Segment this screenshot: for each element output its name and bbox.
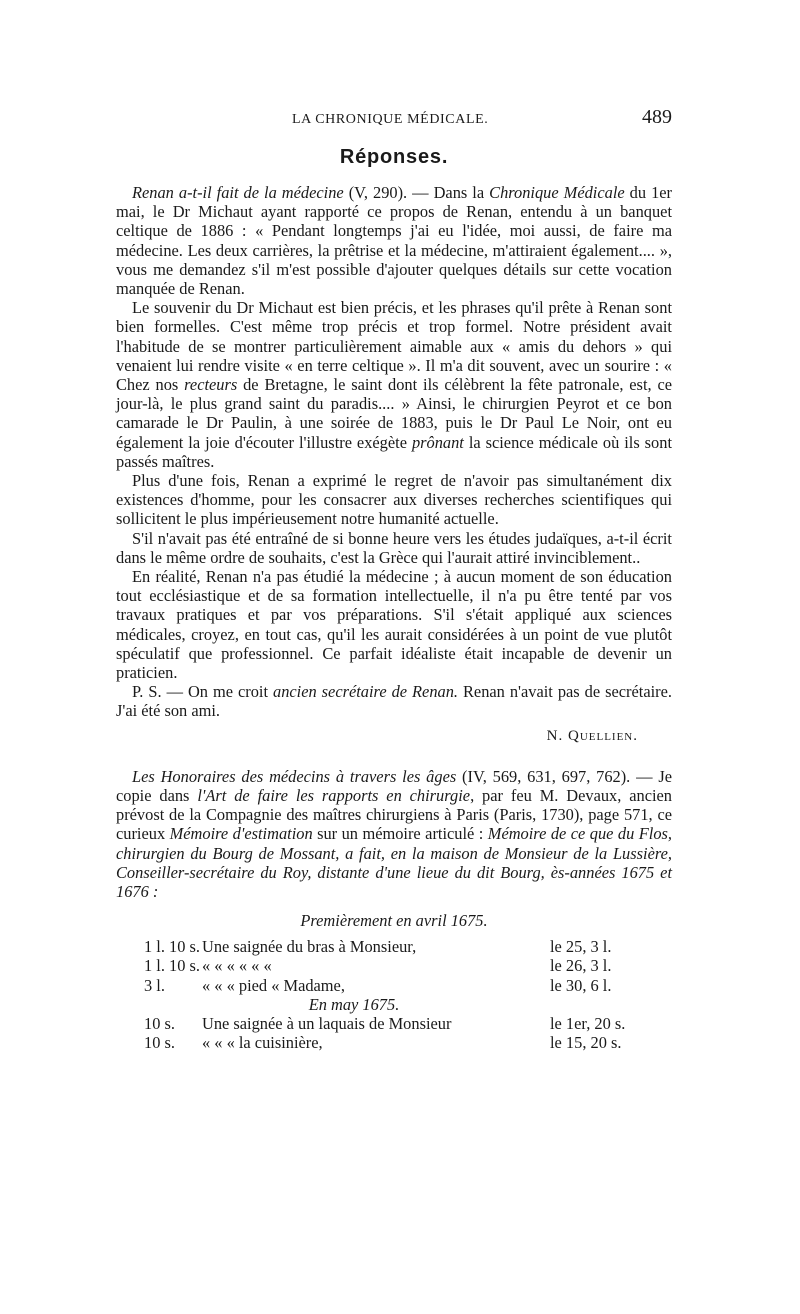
ledger-date: le 26, 3 l. bbox=[550, 956, 612, 976]
ledger-desc: Une saignée à un laquais de Monsieur bbox=[202, 1013, 452, 1033]
postscript bbox=[116, 682, 672, 720]
journal-name: Chronique Médicale bbox=[489, 183, 625, 202]
memoire-quote: Mémoire de ce que du Flos, chirurgien du Bourg de Mossant, a fait, en la maison de Monsieur de la Lussière, Conseiller-secrétaire du Roy, distante d'une lieue du dit Bourg, ès-années 1675 et 1676 : bbox=[116, 824, 672, 901]
ledger-amount: 1 l. 10 s. bbox=[144, 937, 201, 957]
ledger-desc: « « « pied « Madame, bbox=[202, 975, 345, 995]
ledger-desc: « « « la cuisinière, bbox=[202, 1033, 323, 1053]
paragraph bbox=[116, 298, 672, 471]
ledger-row bbox=[144, 976, 672, 995]
signature-name: Quellien. bbox=[567, 727, 638, 744]
running-title: LA CHRONIQUE MÉDICALE. bbox=[292, 112, 489, 127]
paragraph: Plus d'une fois, Renan a exprimé le regret de n'avoir pas simultanément dix existences d'homme, pour les consacrer aux diverses recherches scientifiques qui sollicitent le plus impérieusement notre humanité actuelle. bbox=[116, 471, 672, 529]
text-span: Le souvenir du Dr Michaut est bien précis, et les phrases qu'il prête à Renan sont bien formelles. C'est même trop précis et trop formel. Notre président avait l'habitude de se montrer particulièrement aimable aux « amis du dehors » qui venaient lui rendre visite « en terre celtique ». Il m'a dit souvent, avec un sourire : « Chez nos bbox=[116, 298, 672, 395]
ledger-desc: « « « « « « bbox=[202, 956, 272, 976]
ledger-heading: Premièrement en avril 1675. bbox=[300, 911, 488, 931]
italic-text: Mémoire d'estimation bbox=[169, 824, 313, 844]
page-number: 489 bbox=[642, 106, 672, 128]
ledger-date: le 15, 20 s. bbox=[550, 1033, 622, 1053]
ledger-amount: 3 l. bbox=[144, 975, 165, 995]
text-span: la science médicale où ils sont passés maîtres. bbox=[116, 432, 672, 471]
ledger-row bbox=[144, 1033, 672, 1052]
article-honoraires bbox=[116, 767, 672, 1053]
ledger-amount: 10 s. bbox=[144, 1013, 175, 1033]
page bbox=[116, 104, 672, 1052]
ledger-subheading-row bbox=[144, 995, 672, 1014]
running-head bbox=[116, 104, 672, 132]
signature bbox=[116, 725, 638, 747]
book-title: l'Art de faire les rapports en chirurgie bbox=[197, 785, 471, 805]
paragraph bbox=[116, 183, 672, 298]
signature-initial: N. bbox=[546, 727, 568, 744]
text-span: de Bretagne, le saint dont ils célèbrent la fête patronale, est, ce jour-là, le plus grand saint du paradis.... » Ainsi, le chirurgien Peyrot et ce bon camarade le Dr Paulin, à une soirée de 1883, puis le Dr Paul Le Noir, ont eu également la joie d'écouter l'illustre exégète bbox=[116, 375, 672, 452]
ledger bbox=[144, 937, 672, 1052]
section-title: Réponses. bbox=[339, 146, 449, 168]
text-span: (IV, 569, 631, 697, 762). — Je copie dans bbox=[116, 766, 672, 805]
article-renan bbox=[116, 183, 672, 747]
text-span: (V, 290). — Dans la bbox=[343, 183, 490, 202]
ledger-date: le 30, 6 l. bbox=[550, 975, 612, 995]
ledger-desc: Une saignée du bras à Monsieur, bbox=[202, 937, 417, 957]
ledger-row bbox=[144, 956, 672, 975]
text-span: Renan n'avait pas de secrétaire. J'ai été son ami. bbox=[116, 682, 672, 721]
text-span: P. S. — On me croit bbox=[132, 682, 273, 702]
ledger-amount: 1 l. 10 s. bbox=[144, 956, 201, 976]
ledger-date: le 25, 3 l. bbox=[550, 937, 612, 957]
text-span: du 1er mai, le Dr Michaut ayant rapporté ce propos de Renan, entendu à un banquet celtique de 1886 : « Pendant longtemps j'ai eu l'idée, moi aussi, de faire ma médecine. Les deux carrières, la prêtrise et la médecine, m'attiraient également.... », vous me demandez s'il m'est possible d'ajouter quelques détails sur cette vocation manquée de Renan. bbox=[116, 183, 673, 299]
italic-text: ancien secrétaire de Renan. bbox=[273, 682, 459, 702]
paragraph: S'il n'avait pas été entraîné de si bonne heure vers les études judaïques, a-t-il écrit dans le même ordre de souhaits, c'est la Grèce qui l'aurait attiré invinciblement.. bbox=[116, 528, 672, 567]
paragraph: En réalité, Renan n'a pas étudié la médecine ; à aucun moment de son éducation tout ecclésiastique et de sa formation intellectuelle, il n'a pu être tenté par vos travaux pratiques et par vos préparations. S'il s'était appliqué aux sciences médicales, croyez, en tout cas, qu'il les aurait considérées à un point de vue plutôt spéculatif que professionnel. Ce parfait idéaliste était incapable de devenir un praticien. bbox=[116, 567, 672, 683]
italic-text: prônant bbox=[411, 432, 464, 452]
article-title: Renan a-t-il fait de la médecine bbox=[132, 183, 344, 202]
text-span: , par feu M. Devaux, ancien prévost de la Compagnie des maîtres chirurgiens à Paris (Paris, 1730), page 571, ce curieux bbox=[116, 785, 672, 844]
ledger-subheading: En may 1675. bbox=[308, 994, 400, 1014]
text-span: sur un mémoire articulé : bbox=[312, 824, 488, 844]
paragraph bbox=[116, 767, 672, 901]
ledger-amount: 10 s. bbox=[144, 1033, 175, 1053]
ledger-row bbox=[144, 1014, 672, 1033]
italic-text: recteurs bbox=[184, 375, 238, 395]
article-title: Les Honoraires des médecins à travers les âges bbox=[132, 766, 457, 786]
ledger-row bbox=[144, 937, 672, 956]
ledger-date: le 1er, 20 s. bbox=[550, 1013, 626, 1033]
